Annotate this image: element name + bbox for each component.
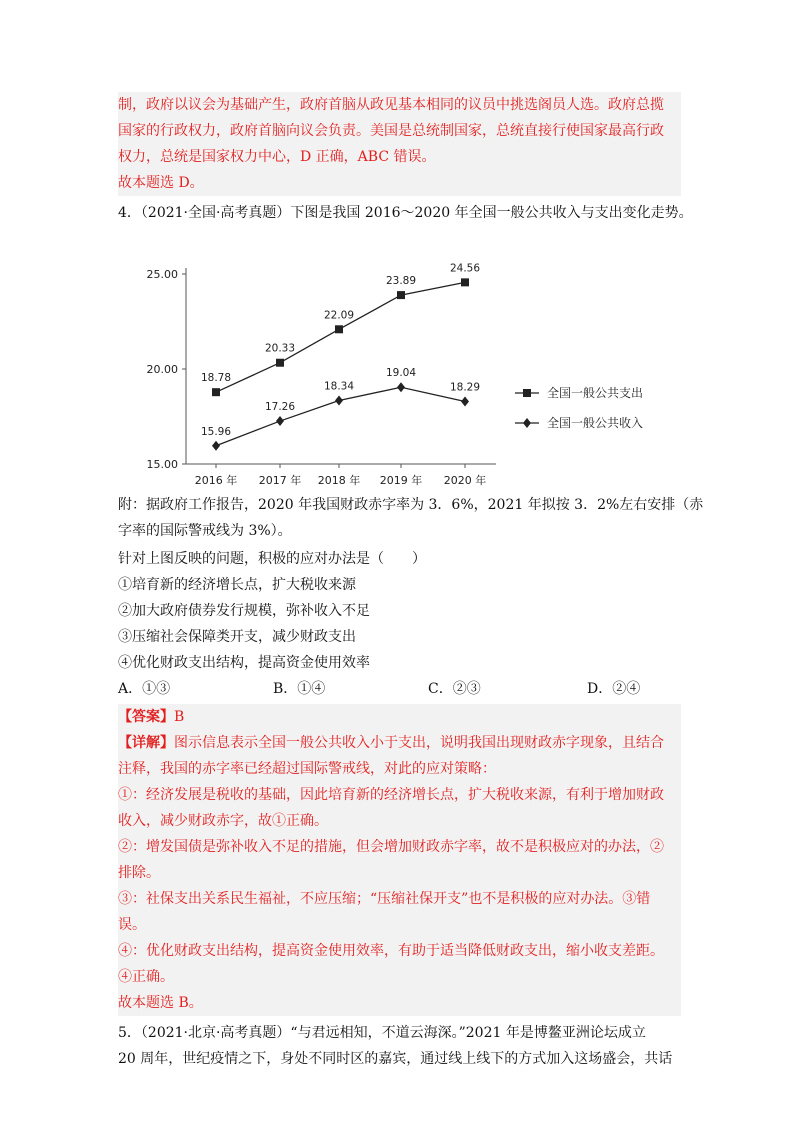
detail-line: ④：优化财政支出结构，提高资金使用效率，有助于适当降低财政支出，缩小收支差距。	[118, 943, 664, 959]
data-point-square	[397, 291, 405, 299]
statement-3: ③压缩社会保障类开支，减少财政支出	[118, 629, 356, 645]
detail-line: ④正确。	[118, 969, 174, 985]
data-point-diamond	[335, 396, 343, 406]
y-tick-label: 15.00	[146, 458, 178, 471]
data-point-square	[335, 325, 343, 333]
x-tick-label: 2019 年	[379, 474, 423, 487]
data-label: 22.09	[323, 309, 355, 322]
statement-4: ④优化财政支出结构，提高资金使用效率	[118, 655, 370, 671]
question-4-stem: 4．（2021·全国·高考真题）下图是我国 2016～2020 年全国一般公共收入与支出变化走势。	[118, 205, 693, 221]
data-label: 24.56	[449, 262, 481, 275]
note-line: 字率的国际警戒线为 3%）。	[118, 523, 292, 539]
option-b[interactable]: B．①④	[273, 681, 326, 697]
data-label: 20.33	[264, 342, 296, 355]
data-point-square	[276, 359, 284, 367]
explanation-conclusion: 故本题选 D。	[118, 175, 204, 191]
data-point-diamond	[397, 382, 405, 392]
question-5-line: 5．（2021·北京·高考真题）“与君远相知，不道云海深。”2021 年是博鳌亚洲论坛成立	[118, 1025, 646, 1041]
detail-line: 排除。	[118, 865, 160, 881]
revenue-expenditure-chart	[118, 230, 681, 488]
data-point-square	[461, 278, 469, 286]
explanation-line: 制，政府以议会为基础产生，政府首脑从政见基本相同的议员中挑选阁员人选。政府总揽	[118, 97, 664, 113]
data-label: 17.26	[264, 401, 296, 414]
series-line-2	[216, 387, 465, 446]
question-prompt: 针对上图反映的问题，积极的应对办法是（ ）	[118, 551, 426, 567]
explanation-line: 权力，总统是国家权力中心，D 正确，ABC 错误。	[118, 149, 436, 165]
data-label: 18.29	[449, 381, 481, 394]
statement-1: ①培育新的经济增长点，扩大税收来源	[118, 577, 356, 593]
legend-marker-square	[523, 389, 531, 397]
options-row	[118, 676, 681, 702]
data-label: 18.34	[323, 380, 355, 393]
legend-label: 全国一般公共支出	[547, 386, 644, 400]
previous-explanation-block	[118, 92, 681, 196]
option-c[interactable]: C．②③	[428, 681, 481, 697]
data-label: 15.96	[200, 425, 232, 438]
data-label: 19.04	[385, 367, 417, 380]
explanation-line: 国家的行政权力，政府首脑向议会负责。美国是总统制国家，总统直接行使国家最高行政	[118, 123, 664, 139]
detail-line	[118, 730, 681, 756]
option-d[interactable]: D．②④	[587, 681, 641, 697]
answer-line	[118, 704, 681, 730]
option-a[interactable]: A．①③	[118, 681, 171, 697]
detail-line: ②：增发国债是弥补收入不足的措施，但会增加财政赤字率，故不是积极应对的办法，②	[118, 839, 664, 855]
detail-line: 误。	[118, 917, 146, 933]
detail-label: 【详解】	[118, 735, 174, 751]
legend-marker-diamond	[523, 418, 531, 428]
series-line-1	[216, 282, 465, 392]
detail-text: 图示信息表示全国一般公共收入小于支出，说明我国出现财政赤字现象，且结合	[174, 735, 664, 751]
answer-block	[118, 704, 681, 1016]
x-tick-label: 2018 年	[317, 474, 361, 487]
question-5-line: 20 周年，世纪疫情之下，身处不同时区的嘉宾，通过线上线下的方式加入这场盛会，共话	[118, 1051, 673, 1067]
detail-line: ③：社保支出关系民生福祉，不应压缩；“压缩社保开支”也不是积极的应对办法。③错	[118, 891, 651, 907]
statement-2: ②加大政府债券发行规模，弥补收入不足	[118, 603, 370, 619]
y-tick-label: 20.00	[146, 363, 178, 376]
data-point-diamond	[461, 396, 469, 406]
answer-conclusion: 故本题选 B。	[118, 995, 203, 1011]
document-page	[118, 92, 704, 1072]
answer-label: 【答案】	[118, 709, 174, 725]
data-label: 18.78	[200, 372, 232, 385]
note-line: 附：据政府工作报告，2020 年我国财政赤字率为 3．6%，2021 年拟按 3．2%左右安排（赤	[118, 497, 704, 513]
chart-svg	[118, 230, 681, 488]
data-point-diamond	[276, 416, 284, 426]
data-point-diamond	[212, 441, 220, 451]
legend-label: 全国一般公共收入	[547, 416, 644, 430]
detail-line: ①：经济发展是税收的基础，因此培育新的经济增长点，扩大税收来源，有利于增加财政	[118, 787, 664, 803]
x-tick-label: 2016 年	[194, 474, 238, 487]
answer-value: B	[174, 709, 185, 725]
data-label: 23.89	[385, 275, 417, 288]
y-tick-label: 25.00	[146, 268, 178, 281]
data-point-square	[212, 388, 220, 396]
x-tick-label: 2017 年	[258, 474, 302, 487]
detail-line: 收入，减少财政赤字，故①正确。	[118, 813, 328, 829]
detail-line: 注释，我国的赤字率已经超过国际警戒线，对此的应对策略：	[118, 761, 496, 777]
x-tick-label: 2020 年	[443, 474, 487, 487]
